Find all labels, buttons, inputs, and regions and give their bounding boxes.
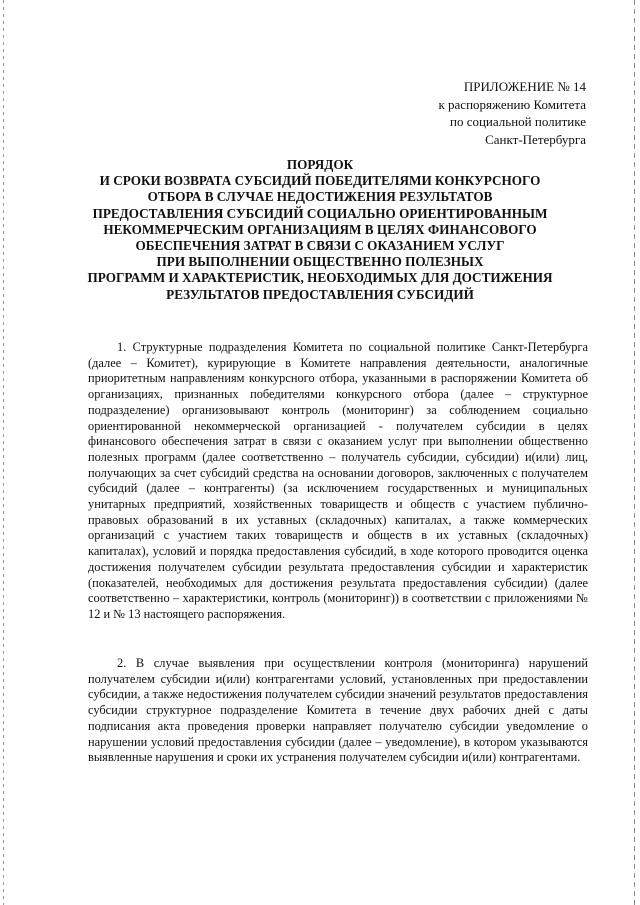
annex-number: ПРИЛОЖЕНИЕ № 14 [463, 79, 586, 94]
title-line: ПОРЯДОК [286, 157, 354, 172]
document-title [70, 157, 570, 303]
title-line: ОБЕСПЕЧЕНИЯ ЗАТРАТ В СВЯЗИ С ОКАЗАНИЕМ УСЛУГ [135, 238, 505, 254]
annex-header [438, 78, 586, 148]
title-line: ПРОГРАММ И ХАРАКТЕРИСТИК, НЕОБХОДИМЫХ ДЛЯ ДОСТИЖЕНИЯ [87, 270, 553, 286]
title-line: ПРЕДОСТАВЛЕНИЯ СУБСИДИЙ СОЦИАЛЬНО ОРИЕНТИРОВАННЫМ [92, 205, 548, 221]
annex-line: к распоряжению Комитета [438, 96, 586, 112]
annex-line: Санкт-Петербурга [485, 131, 586, 147]
title-line: ПРИ ВЫПОЛНЕНИИ ОБЩЕСТВЕННО ПОЛЕЗНЫХ [156, 254, 484, 270]
title-line: ОТБОРА В СЛУЧАЕ НЕДОСТИЖЕНИЯ РЕЗУЛЬТАТОВ [147, 189, 493, 205]
annex-line: по социальной политике [450, 114, 586, 129]
paragraph-2: 2. В случае выявления при осуществлении контроля (мониторинга) нарушений получателем субсидии и(или) контрагентами условий, установленных при предоставлении субсидии, а также недостижения получателем субсидии значений результатов предоставления субсидии структурное подразделение Комитета в течение двух рабочих дней с даты подписания акта проведения проверки направляет получателю субсидии уведомление о нарушении условий предоставления субсидии (далее – уведомление), в котором указываются выявленные нарушения и сроки их устранения получателем субсидии и(или) контрагентами. [88, 656, 588, 765]
title-line: И СРОКИ ВОЗВРАТА СУБСИДИЙ ПОБЕДИТЕЛЯМИ КОНКУРСНОГО [99, 173, 541, 189]
title-line: НЕКОММЕРЧЕСКИМ ОРГАНИЗАЦИЯМ В ЦЕЛЯХ ФИНАНСОВОГО [103, 221, 537, 237]
scan-edge-left [3, 0, 4, 905]
paragraph-1: 1. Структурные подразделения Комитета по социальной политике Санкт-Петербурга (далее – Комитет), курирующие в Комитете направления деятельности, аналогичные приоритетным направлениям конкурсного отбора, указанными в распоряжении Комитета об организациях, признанных победителями конкурсного отбора (далее – структурное подразделение) организовывают контроль (мониторинг) за соблюдением социально ориентированной некоммерческой организацией - получателем субсидии в целях финансового обеспечения затрат в связи с оказанием услуг при выполнении общественно полезных программ (далее соответственно – получатель субсидии, субсидии) и(или) лиц, получающих за счет субсидий средства на основании договоров, заключенных с получателем субсидий (далее – контрагенты) (за исключением государственных и муниципальных унитарных предприятий, хозяйственных товариществ и обществ с участием публично-правовых образований в их уставных (складочных) капиталах, а также коммерческих организаций с участием таких товариществ и обществ в их уставных (складочных) капиталах), условий и порядка предоставления субсидий, в ходе которого проводится оценка достижения получателем субсидии результата предоставления субсидии и характеристик (показателей, необходимых для достижения результата предоставления субсидии) (далее соответственно – характеристики, контроль (мониторинг)) в соответствии с приложениями № 12 и № 13 настоящего распоряжения. [88, 340, 588, 621]
title-line: РЕЗУЛЬТАТОВ ПРЕДОСТАВЛЕНИЯ СУБСИДИЙ [166, 286, 474, 302]
scan-edge-right [634, 0, 635, 905]
